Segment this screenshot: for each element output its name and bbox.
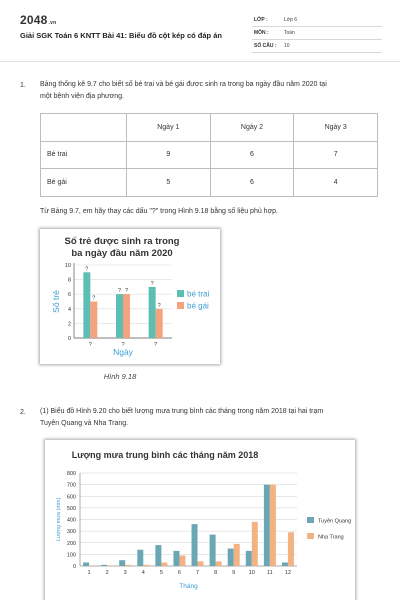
bar-tuyên-quang xyxy=(83,563,89,566)
bar-label: ? xyxy=(117,288,122,295)
y-tick-label: 600 xyxy=(66,494,76,501)
table-cell: Bé trai xyxy=(41,141,127,169)
figure-9-18 xyxy=(40,229,220,364)
question-2-text xyxy=(40,406,390,430)
y-tick-label: 400 xyxy=(66,517,76,524)
table-cell: 6 xyxy=(210,141,294,169)
question-text-line: Bảng thống kê 9.7 cho biết số bé trai và bé gái được sinh ra trong ba ngày đầu năm 2020 tại xyxy=(40,81,327,88)
y-tick-label: 800 xyxy=(66,471,76,477)
bar-tuyên-quang xyxy=(101,565,107,566)
figure-9-20 xyxy=(45,440,355,600)
y-tick-label: 0 xyxy=(72,564,76,570)
bar-nha-trang xyxy=(198,561,204,566)
logo-text: 2048 xyxy=(20,13,48,27)
question-number: 1. xyxy=(20,82,26,89)
meta-key: LỚP : xyxy=(254,17,268,23)
x-tick-label: 7 xyxy=(196,570,200,576)
x-tick-label: ? xyxy=(88,342,92,348)
meta-info xyxy=(252,14,382,53)
bar-label: ? xyxy=(85,266,89,273)
meta-value: 10 xyxy=(284,43,290,49)
meta-key: SỐ CÂU : xyxy=(254,43,277,49)
table-header-cell: Ngày 3 xyxy=(294,114,378,142)
question-text-line: Tuyên Quang và Nha Trang. xyxy=(40,420,129,427)
table-cell: 9 xyxy=(127,141,211,169)
rainfall-chart xyxy=(45,440,355,600)
legend-swatch xyxy=(307,533,314,539)
bar-tuyên-quang xyxy=(282,563,288,566)
y-tick-label: 4 xyxy=(67,306,71,313)
table-cell: 4 xyxy=(294,169,378,197)
y-tick-label: 6 xyxy=(67,292,71,299)
y-tick-label: 0 xyxy=(67,336,71,342)
legend-label: Tuyên Quang xyxy=(318,518,352,525)
x-tick-label: 12 xyxy=(284,570,292,576)
table-header-cell xyxy=(41,114,127,142)
y-tick-label: 10 xyxy=(64,263,71,269)
meta-row-subject xyxy=(252,27,382,40)
x-axis-title: Tháng xyxy=(179,583,198,590)
legend-label: Nha Trang xyxy=(318,534,344,541)
bar-tuyên-quang xyxy=(264,485,270,566)
table-header-cell: Ngày 1 xyxy=(127,114,211,142)
bar-tuyên-quang xyxy=(246,551,252,566)
x-tick-label: 6 xyxy=(177,570,181,576)
chart-title: Lượng mưa trung bình các tháng năm 2018 xyxy=(71,450,259,460)
y-tick-label: 200 xyxy=(66,540,76,547)
bar-nha-trang xyxy=(270,485,276,566)
bar-nha-trang xyxy=(234,544,240,566)
chart-title: Số trẻ được sinh ra trong xyxy=(64,236,180,247)
bar-tuyên-quang xyxy=(210,535,216,566)
data-table xyxy=(40,113,378,197)
logo-suffix: .vn xyxy=(48,20,57,26)
y-tick-label: 700 xyxy=(66,482,76,489)
bar-label: ? xyxy=(150,280,154,287)
x-tick-label: 9 xyxy=(232,570,236,576)
y-tick-label: 100 xyxy=(66,552,76,559)
x-tick-label: 10 xyxy=(248,570,255,576)
x-tick-label: ? xyxy=(121,342,125,348)
x-tick-label: 8 xyxy=(214,570,218,576)
birth-chart xyxy=(40,229,220,364)
bar-bé-trai xyxy=(116,294,123,338)
bar-nha-trang xyxy=(179,556,185,566)
question-text-line: một bệnh viện địa phương. xyxy=(40,93,124,100)
bar-bé-gái xyxy=(156,309,163,338)
bar-bé-gái xyxy=(90,302,97,339)
document-title: Giải SGK Toán 6 KNTT Bài 41: Biểu đồ cột kép có đáp án xyxy=(20,31,222,40)
x-tick-label: ? xyxy=(154,342,158,348)
figure-caption: Hình 9.18 xyxy=(103,372,137,381)
bar-nha-trang xyxy=(143,565,149,566)
bar-nha-trang xyxy=(288,532,294,566)
y-axis-title: Lượng mưa (mm) xyxy=(56,497,62,542)
meta-row-class xyxy=(252,14,382,27)
chart-title: ba ngày đầu năm 2020 xyxy=(71,248,173,259)
table-row xyxy=(41,141,378,169)
table-cell: 5 xyxy=(127,169,211,197)
bar-bé-trai xyxy=(149,287,156,338)
legend-swatch xyxy=(307,517,314,523)
bar-tuyên-quang xyxy=(192,524,198,566)
y-tick-label: 500 xyxy=(66,505,76,512)
question-text-line: (1) Biểu đồ Hình 9.20 cho biết lượng mưa trung bình các tháng trong năm 2018 tại hai trạm xyxy=(40,408,324,415)
meta-value: Toán xyxy=(284,30,295,36)
bar-nha-trang xyxy=(89,565,95,566)
meta-key: MÔN : xyxy=(254,30,269,36)
page-header xyxy=(0,0,400,62)
bar-nha-trang xyxy=(252,522,258,566)
x-tick-label: 2 xyxy=(105,570,109,576)
x-tick-label: 4 xyxy=(141,570,145,576)
meta-row-count xyxy=(252,40,382,53)
bar-bé-gái xyxy=(123,294,130,338)
x-tick-label: 5 xyxy=(159,570,163,576)
legend-swatch xyxy=(177,290,184,297)
bar-nha-trang xyxy=(161,563,167,566)
bar-tuyên-quang xyxy=(137,550,143,566)
bar-tuyên-quang xyxy=(119,560,125,566)
legend-label: bé gái xyxy=(187,301,209,311)
bar-nha-trang xyxy=(216,561,222,566)
y-tick-label: 2 xyxy=(67,321,71,328)
table-row xyxy=(41,169,378,197)
meta-value: Lớp 6 xyxy=(284,17,298,23)
site-logo[interactable] xyxy=(20,13,56,27)
question-number: 2. xyxy=(20,409,26,416)
y-tick-label: 8 xyxy=(67,277,71,284)
bar-label: ? xyxy=(157,302,161,309)
bar-nha-trang xyxy=(107,565,113,566)
bar-tuyên-quang xyxy=(155,545,161,566)
bar-nha-trang xyxy=(125,565,131,566)
table-header-row xyxy=(41,114,378,142)
bar-bé-trai xyxy=(83,272,90,338)
legend-label: bé trai xyxy=(187,289,210,299)
legend-swatch xyxy=(177,302,184,309)
y-axis-title: Số trẻ xyxy=(51,290,61,313)
bar-tuyên-quang xyxy=(173,551,179,566)
y-tick-label: 300 xyxy=(66,529,76,536)
question-1-text xyxy=(40,79,390,103)
table-cell: 6 xyxy=(210,169,294,197)
x-tick-label: 1 xyxy=(87,570,91,576)
x-tick-label: 3 xyxy=(123,570,127,576)
question-instruction: Từ Bảng 9.7, em hãy thay các dấu "?" trong Hình 9.18 bằng số liệu phù hợp. xyxy=(40,208,279,215)
bar-label: ? xyxy=(124,288,129,295)
bar-tuyên-quang xyxy=(228,549,234,566)
table-cell: Bé gái xyxy=(41,169,127,197)
bar-label: ? xyxy=(92,295,96,302)
table-header-cell: Ngày 2 xyxy=(210,114,294,142)
table-cell: 7 xyxy=(294,141,378,169)
x-tick-label: 11 xyxy=(267,570,273,576)
x-axis-title: Ngày xyxy=(113,347,133,357)
